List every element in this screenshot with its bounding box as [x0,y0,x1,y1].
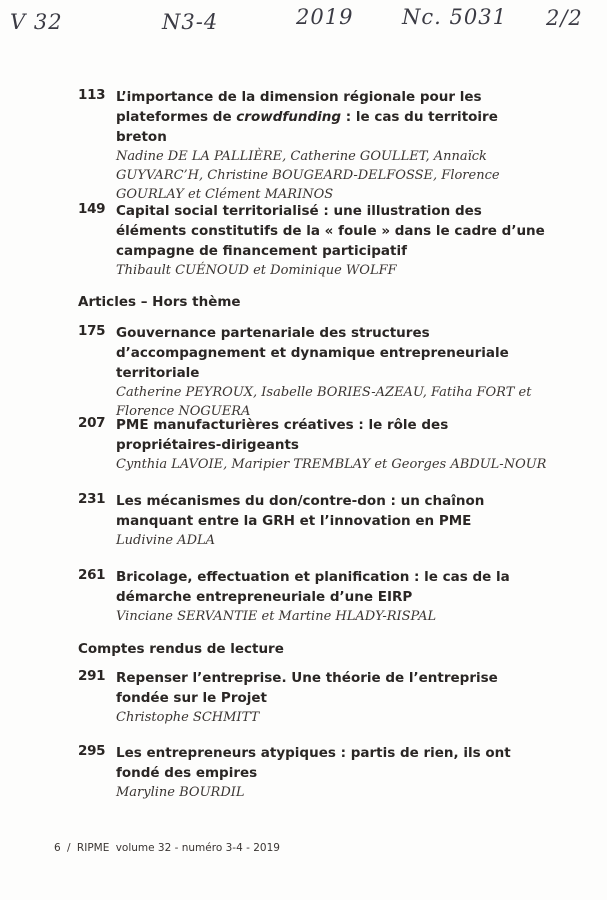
handwritten-catalog-note: Nc. 5031 [402,5,507,29]
toc-page-number: 295 [78,743,106,759]
toc-page-number: 149 [78,201,106,217]
toc-page-number: 113 [78,87,106,103]
toc-authors: Christophe SCHMITT [116,710,260,725]
footer-page-number: 6 [54,842,61,854]
toc-page-number: 207 [78,415,106,431]
toc-entry [78,415,548,474]
toc-authors: Ludivine ADLA [116,533,216,548]
toc-authors: Vinciane SERVANTIE et Martine HLADY-RISPAL [116,609,437,624]
handwritten-volume-note: V 32 [10,10,63,34]
section-heading-articles: Articles – Hors thème [78,294,241,310]
toc-page-number: 261 [78,567,106,583]
toc-entry [78,87,548,204]
toc-entry [78,567,548,626]
toc-entry [78,668,548,727]
footer-details: volume 32 - numéro 3-4 - 2019 [115,842,280,854]
toc-authors: Maryline BOURDIL [116,785,245,800]
toc-title: PME manufacturières créatives : le rôle des propriétaires-dirigeants [116,417,449,453]
toc-authors: Thibault CUÉNOUD et Dominique WOLFF [116,263,397,278]
section-heading-reviews: Comptes rendus de lecture [78,641,284,657]
toc-page-number: 231 [78,491,106,507]
toc-title: L’importance de la dimension régionale pour les plateformes de crowdfunding : le cas du territoire breton [116,89,498,145]
footer-journal: RIPME [76,842,110,854]
toc-authors: Catherine PEYROUX, Isabelle BORIES-AZEAU, Fatiha FORT et Florence NOGUERA [116,385,532,419]
toc-title: Les entrepreneurs atypiques : partis de rien, ils ont fondé des empires [116,745,511,781]
toc-title: Gouvernance partenariale des structures d’accompagnement et dynamique entrepreneuriale territoriale [116,325,509,381]
toc-page-number: 291 [78,668,106,684]
handwritten-issue-note: N3-4 [162,10,219,34]
toc-title: Capital social territorialisé : une illustration des éléments constitutifs de la « foule » dans le cadre d’une campagne de financement participatif [116,203,545,259]
toc-entry [78,743,548,802]
toc-title: Les mécanismes du don/contre-don : un chaînon manquant entre la GRH et l’innovation en PME [116,493,485,529]
toc-authors: Cynthia LAVOIE, Maripier TREMBLAY et Georges ABDUL-NOUR [116,457,547,472]
handwritten-year-note: 2019 [296,5,354,29]
page-footer [54,842,283,854]
toc-title: Repenser l’entreprise. Une théorie de l’entreprise fondée sur le Projet [116,670,498,706]
toc-authors: Nadine DE LA PALLIÈRE, Catherine GOULLET, Annaïck GUYVARC’H, Christine BOUGEARD-DELFOSSE, Florence GOURLAY et Clément MARINOS [116,149,500,202]
toc-title: Bricolage, effectuation et planification : le cas de la démarche entrepreneuriale d’une EIRP [116,569,510,605]
toc-entry [78,201,548,280]
handwritten-part-note: 2/2 [546,6,583,30]
footer-separator: / [67,842,71,854]
toc-entry [78,491,548,550]
toc-page-number: 175 [78,323,106,339]
toc-entry [78,323,548,421]
